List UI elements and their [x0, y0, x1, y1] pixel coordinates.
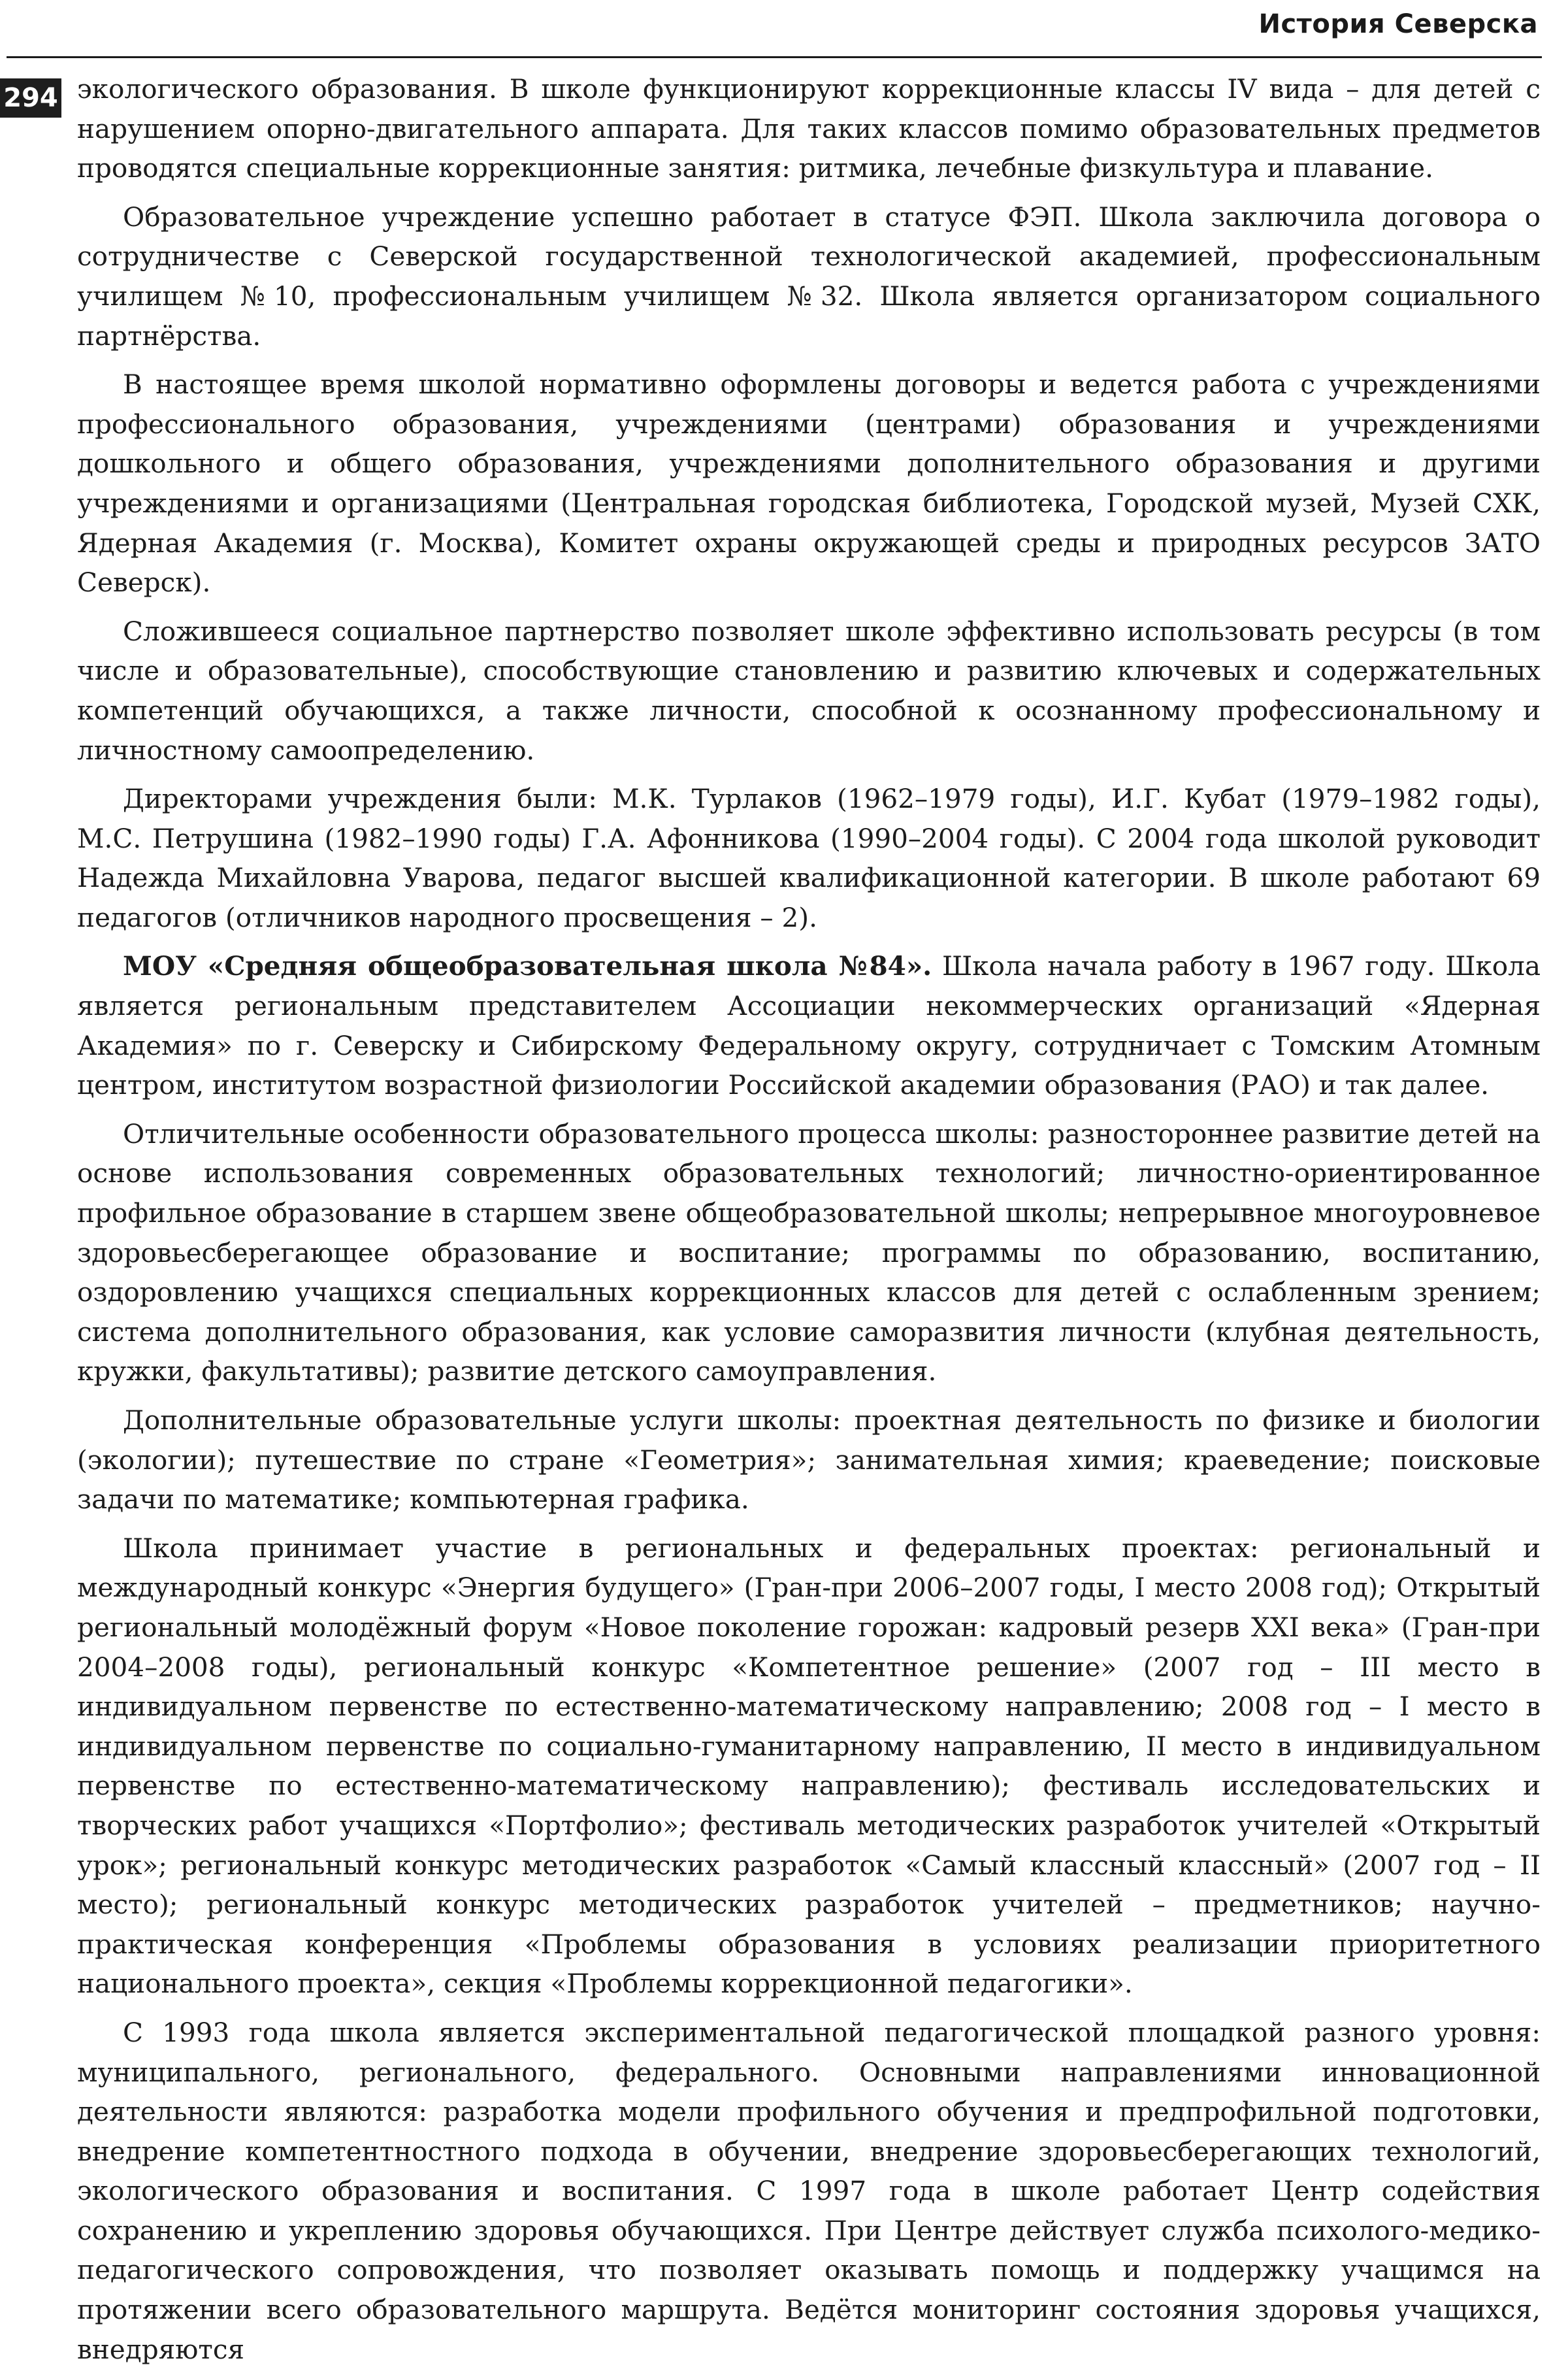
running-title: История Северска	[1258, 9, 1538, 39]
paragraph-social-partnership: Сложившееся социальное партнерство позволяет школе эффективно использовать ресурсы (в том числе и образовательные), способствующие становлению и развитию ключевых и содержательных компетенций обучающихся, а также личности, способной к осознанному профессиональному и личностному самоопределению.	[77, 615, 1541, 766]
paragraph-projects: Школа принимает участие в региональных и федеральных проектах: региональный и международный конкурс «Энергия будущего» (Гран-при 2006–2007 годы, I место 2008 год); Открытый региональный молодёжный форум «Новое поколение горожан: кадровый резерв XXI века» (Гран-при 2004–2008 годы), региональный конкурс «Компетентное решение» (2007 год – III место в индивидуальном первенстве по естественно-математическому направлению; 2008 год – I место в индивидуальном первенстве по социально-гуманитарному направлению, II место в индивидуальном первенстве по естественно-математическому направлению); фестиваль исследовательских и творческих работ учащихся «Портфолио»; фестиваль методических разработок учителей «Открытый урок»; региональный конкурс методических разработок «Самый классный классный» (2007 год – II место); региональный конкурс методических разработок учителей – предметников; научно-практическая конференция «Проблемы образования в условиях реализации приоритетного национального проекта», секция «Проблемы коррекционной педагогики».	[77, 1532, 1541, 2000]
school-84-heading: МОУ «Средняя общеобразовательная школа №84».	[123, 950, 932, 982]
body-text	[77, 69, 1541, 2369]
paragraph-extra-services: Дополнительные образовательные услуги школы: проектная деятельность по физике и биологии (экологии); путешествие по стране «Геометрия»; занимательная химия; краеведение; поисковые задачи по математике; компьютерная графика.	[77, 1404, 1541, 1516]
page-number: 294	[0, 78, 61, 118]
paragraph-contracts: В настоящее время школой нормативно оформлены договоры и ведется работа с учреждениями профессионального образования, учреждениями (центрами) образования и учреждениями дошкольного и общего образования, учреждениями дополнительного образования и другими учреждениями и организациями (Центральная городская библиотека, Городской музей, Музей СХК, Ядерная Академия (г. Москва), Комитет охраны окружающей среды и природных ресурсов ЗАТО Северск).	[77, 369, 1541, 599]
school-84-text: Школа начала работу в 1967 году. Школа является региональным представителем Ассоциации некоммерческих организаций «Ядерная Академия» по г. Северску и Сибирскому Федеральному округу, сотрудничает с Томским Атомным центром, институтом возрастной физиологии Российской академии образования (РАО) и так далее.	[77, 950, 1541, 1101]
paragraph-directors: Директорами учреждения были: М.К. Турлаков (1962–1979 годы), И.Г. Кубат (1979–1982 годы), М.С. Петрушина (1982–1990 годы) Г.А. Афонникова (1990–2004 годы). С 2004 года школой руководит Надежда Михайловна Уварова, педагог высшей квалификационной категории. В школе работают 69 педагогов (отличников народного просвещения – 2).	[77, 783, 1541, 933]
paragraph-continuation: экологического образования. В школе функционируют коррекционные классы IV вида – для детей с нарушением опорно-двигательного аппарата. Для таких классов помимо образовательных предметов проводятся специальные коррекционные занятия: ритмика, лечебные физкультура и плавание.	[77, 73, 1541, 184]
header-rule	[7, 56, 1542, 58]
paragraph-experimental: С 1993 года школа является экспериментальной педагогической площадкой разного уровня: муниципального, регионального, федерального. Основными направлениями инновационной деятельности являются: разработка модели профильного обучения и предпрофильной подготовки, внедрение компетентностного подхода в обучении, внедрение здоровьесберегающих технологий, экологического образования и воспитания. С 1997 года в школе работает Центр содействия сохранению и укреплению здоровья обучающихся. При Центре действует служба психолого-медико-педагогического сопровождения, что позволяет оказывать помощь и поддержку учащимся на протяжении всего образовательного маршрута. Ведётся мониторинг состояния здоровья учащихся, внедряются	[77, 2016, 1541, 2365]
paragraph-fep-status: Образовательное учреждение успешно работает в статусе ФЭП. Школа заключила договора о сотрудничестве с Северской государственной технологической академией, профессиональным училищем №10, профессиональным училищем №32. Школа является организатором социального партнёрства.	[77, 201, 1541, 352]
paragraph-school-84	[77, 946, 1541, 1104]
paragraph-features: Отличительные особенности образовательного процесса школы: разностороннее развитие детей на основе использования современных образовательных технологий; личностно-ориентированное профильное образование в старшем звене общеобразовательной школы; непрерывное многоуровневое здоровьесберегающее образование и воспитание; программы по образованию, воспитанию, оздоровлению учащихся специальных коррекционных классов для детей с ослабленным зрением; система дополнительного образования, как условие саморазвития личности (клубная деятельность, кружки, факультативы); развитие детского самоуправления.	[77, 1118, 1541, 1387]
